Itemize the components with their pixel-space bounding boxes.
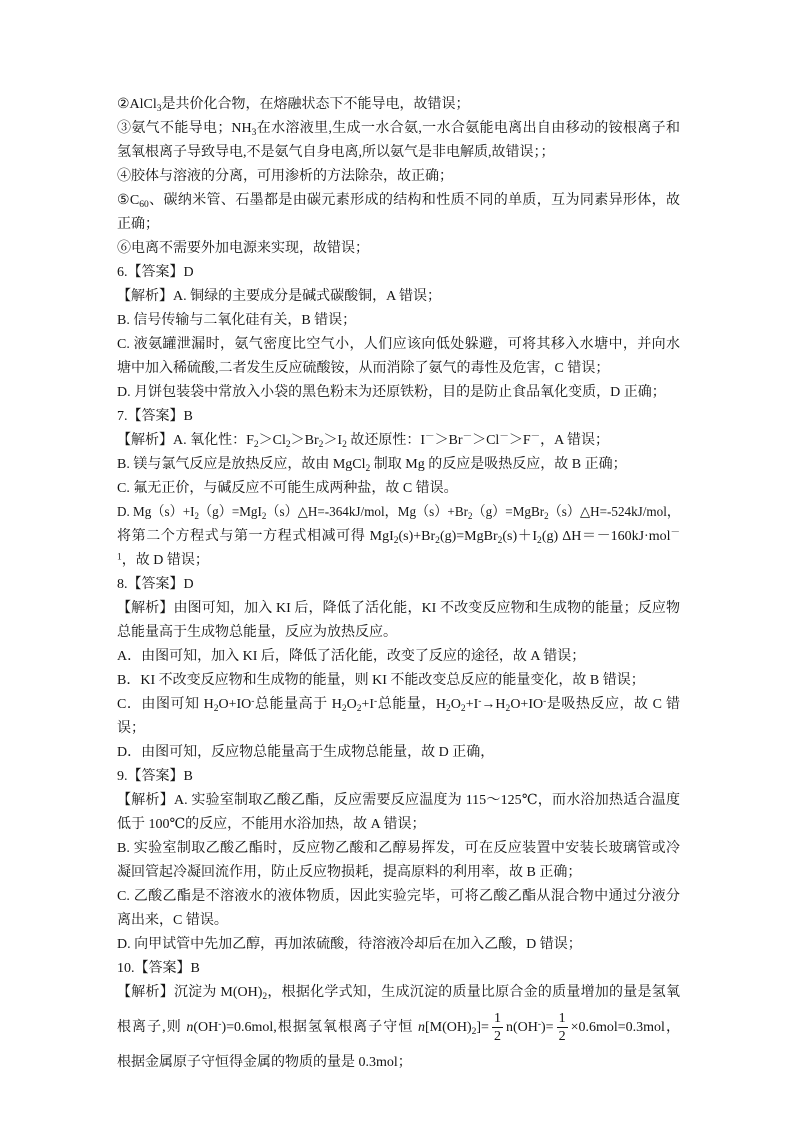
text-line <box>117 789 680 813</box>
text-line <box>117 453 680 477</box>
text-line <box>117 573 680 597</box>
text-line <box>117 861 680 885</box>
text-run: 【解析】由图可知，加入 KI 后，降低了活化能，KI 不改变反应物和生成物的能量；反应物 <box>117 601 680 616</box>
paragraph <box>117 453 680 477</box>
text-line <box>117 429 680 453</box>
text-line <box>117 165 680 189</box>
subscript: 2 <box>342 439 347 450</box>
text-run: ，A 错误； <box>540 433 609 448</box>
paragraph <box>117 837 680 885</box>
text-line <box>117 981 680 1005</box>
text-run: +I <box>361 697 375 712</box>
paragraph <box>117 669 680 693</box>
text-run: )= <box>541 1020 554 1035</box>
superscript: － <box>530 432 541 443</box>
paragraph <box>117 981 680 1075</box>
text-run: （g）=MgBr <box>472 505 545 520</box>
text-line <box>117 405 680 429</box>
text-line <box>117 549 680 573</box>
text-line <box>117 285 680 309</box>
text-run: →H <box>481 697 506 712</box>
subscript: 2 <box>505 703 511 714</box>
text-run: 是共价化合物，在熔融状态下不能导电，故错误； <box>161 97 470 112</box>
text-run: 凝回管起冷凝回流作用，防止反应物损耗，提高原料的利用率，故 B 正确； <box>117 865 582 880</box>
text-line <box>117 813 680 837</box>
text-run: 将第二个方程式与第一方程式相减可得 MgI <box>117 529 394 544</box>
text-run: 7.【答案】B <box>117 409 193 424</box>
text-run: 根据金属原子守恒得金属的物质的量是 0.3mol； <box>117 1055 412 1070</box>
text-run: 、碳纳米管、石墨都是由碳元素形成的结构和性质不同的单质，互为同素异形体，故 <box>148 193 680 208</box>
text-run: D．由图可知，反应物总能量高于生成物总能量，故 D 正确， <box>117 745 495 760</box>
text-run: (s)+Br <box>398 529 436 544</box>
text-line <box>117 741 680 765</box>
text-run: （g）=MgI <box>198 505 262 520</box>
italic-variable: n <box>417 1020 425 1035</box>
text-run: D. Mg（s）+I <box>117 505 195 520</box>
text-line <box>117 621 680 645</box>
text-run: ＞Cl <box>472 433 500 448</box>
text-run: 离出来，C 错误。 <box>117 913 228 928</box>
text-run: )=0.6mol,根据氢氧根离子守恒 <box>221 1020 418 1035</box>
text-line <box>117 141 680 165</box>
fraction-denominator: 2 <box>493 1029 501 1045</box>
text-run: 【解析】A. 铜绿的主要成分是碱式碳酸铜，A 错误； <box>117 289 441 304</box>
subscript: 60 <box>139 199 149 210</box>
subscript: 2 <box>356 703 362 714</box>
text-run: 误； <box>117 721 145 736</box>
superscript: － <box>462 432 473 443</box>
text-line <box>117 117 680 141</box>
text-run: O+IO <box>218 697 252 712</box>
text-line <box>117 717 680 741</box>
text-run: 【解析】A. 实验室制取乙酸乙酯，反应需要反应温度为 115～125℃，而水浴加热适合温度 <box>117 793 680 808</box>
paragraph <box>117 429 680 453</box>
text-run: ＞I <box>323 433 343 448</box>
subscript: 2 <box>471 1026 477 1037</box>
subscript: 2 <box>213 703 219 714</box>
text-run: ×0.6mol=0.3mol， <box>570 1020 680 1035</box>
text-line <box>117 693 680 717</box>
subscript: 2 <box>262 991 268 1002</box>
text-run: （s）△H=-364kJ/mol，Mg（s）+Br <box>266 505 468 520</box>
paragraph <box>117 189 680 237</box>
superscript: - <box>543 696 547 707</box>
paragraph <box>117 741 680 765</box>
text-run: 正确； <box>117 217 159 232</box>
fraction <box>557 1010 568 1045</box>
paragraph <box>117 765 680 789</box>
fraction-numerator: 1 <box>493 1011 501 1027</box>
paragraph <box>117 405 680 429</box>
subscript: 2 <box>253 439 259 450</box>
text-line <box>117 645 680 669</box>
subscript: 2 <box>365 463 371 474</box>
paragraph <box>117 309 680 333</box>
text-run: （s）△H=-524kJ/mol， <box>548 505 680 520</box>
paragraph <box>117 957 680 981</box>
text-run: 总能量高于生成物总能量，反应为放热反应。 <box>117 625 397 640</box>
text-run: O <box>450 697 461 712</box>
text-run: ＞F <box>508 433 531 448</box>
text-run: 氢氧根离子导致导电,不是氨气自身电离,所以氨气是非电解质,故错误；； <box>117 145 555 160</box>
text-line <box>117 381 680 405</box>
text-run: ④胶体与溶液的分离，可用渗析的方法除杂，故正确； <box>117 169 453 184</box>
text-run: ③氨气不能导电；NH <box>117 121 252 136</box>
text-run: 【解析】沉淀为 M(OH) <box>117 985 263 1000</box>
text-run: ②AlCl <box>117 97 157 112</box>
text-line <box>117 93 680 117</box>
text-run: C. 乙酸乙酯是不溶液水的液体物质，因此实验完毕，可将乙酸乙酯从混合物中通过分液分 <box>117 889 680 904</box>
paragraph <box>117 381 680 405</box>
superscript: - <box>251 696 255 707</box>
text-line <box>117 1005 680 1051</box>
text-run: 塘中加入稀硫酸,二者发生反应硫酸铵，从而消除了氨气的毒性及危害，C 错误； <box>117 361 610 376</box>
text-run: 制取 Mg 的反应是吸热反应，故 B 正确； <box>370 457 627 472</box>
subscript: 2 <box>467 511 473 522</box>
text-line <box>117 477 680 501</box>
subscript: 3 <box>251 127 257 138</box>
superscript: 1 <box>117 552 122 563</box>
paragraph <box>117 477 680 501</box>
text-run: C．由图可知 H <box>117 697 214 712</box>
paragraph <box>117 885 680 933</box>
fraction <box>492 1010 503 1045</box>
text-run: B. 信号传输与二氧化硅有关，B 错误； <box>117 313 357 328</box>
text-run: 总能量高于 H <box>254 697 342 712</box>
text-run: 根离子,则 <box>117 1020 187 1035</box>
paragraph <box>117 93 680 117</box>
text-run: A．由图可知，加入 KI 后，降低了活化能，改变了反应的途径，故 A 错误； <box>117 649 586 664</box>
subscript: 2 <box>393 535 399 546</box>
document-body <box>117 93 680 1075</box>
subscript: 2 <box>261 511 267 522</box>
text-line <box>117 261 680 285</box>
superscript: － <box>499 432 509 443</box>
paragraph <box>117 237 680 261</box>
text-run: +I <box>465 697 479 712</box>
text-line <box>117 1051 680 1075</box>
text-line <box>117 213 680 237</box>
text-run: 9.【答案】B <box>117 769 193 784</box>
text-line <box>117 357 680 381</box>
text-run: B. 镁与氯气反应是放热反应，故由 MgCl <box>117 457 366 472</box>
text-run: ＞Cl <box>258 433 286 448</box>
text-line <box>117 525 680 549</box>
subscript: 2 <box>285 439 291 450</box>
paragraph <box>117 117 680 165</box>
text-run: 低于 100℃的反应，不能用水浴加热，故 A 错误； <box>117 817 426 832</box>
text-run: 8.【答案】D <box>117 577 194 592</box>
paragraph <box>117 645 680 669</box>
subscript: 2 <box>318 439 324 450</box>
text-line <box>117 933 680 957</box>
text-run: O+IO <box>510 697 544 712</box>
paragraph <box>117 693 680 741</box>
text-run: 10.【答案】B <box>117 961 200 976</box>
text-run: n(OH <box>505 1020 538 1035</box>
text-line <box>117 669 680 693</box>
text-run: B．KI 不改变反应物和生成物的能量，则 KI 不能改变总反应的能量变化，故 B 错误； <box>117 673 645 688</box>
text-run: (OH <box>193 1020 219 1035</box>
superscript: - <box>537 1019 542 1030</box>
text-line <box>117 501 680 525</box>
text-line <box>117 837 680 861</box>
subscript: 3 <box>156 103 162 114</box>
text-run: C. 氟无正价，与碱反应不可能生成两种盐，故 C 错误。 <box>117 481 458 496</box>
superscript: - <box>478 696 482 707</box>
text-line <box>117 189 680 213</box>
subscript: 2 <box>446 703 451 714</box>
text-run: ⑥电离不需要外加电源来实现，故错误； <box>117 241 369 256</box>
text-run: (g) ΔH＝－160kJ·mol <box>541 529 671 544</box>
paragraph <box>117 573 680 597</box>
text-line <box>117 885 680 909</box>
subscript: 2 <box>497 535 503 546</box>
fraction-denominator: 2 <box>558 1029 566 1045</box>
text-run: 6.【答案】D <box>117 265 194 280</box>
text-line <box>117 957 680 981</box>
superscript: - <box>218 1019 222 1030</box>
text-run: ，故 D 错误； <box>121 553 209 568</box>
text-run: 总能量，H <box>377 697 447 712</box>
superscript: － <box>670 528 681 539</box>
text-run: B. 实验室制取乙酸乙酯时，反应物乙酸和乙醇易挥发，可在反应装置中安装长玻璃管或冷 <box>117 841 680 856</box>
paragraph <box>117 285 680 309</box>
superscript: － <box>425 432 435 443</box>
text-line <box>117 237 680 261</box>
fraction-numerator: 1 <box>558 1011 566 1027</box>
paragraph <box>117 789 680 837</box>
paragraph <box>117 597 680 645</box>
superscript: - <box>374 696 378 707</box>
text-run: ⑤C <box>117 193 140 208</box>
text-run: (g)=MgBr <box>439 529 498 544</box>
text-run: O <box>346 697 357 712</box>
subscript: 2 <box>537 535 542 546</box>
text-run: (s)＋I <box>502 529 538 544</box>
text-run: D. 向甲试管中先加乙醇，再加浓硫酸，待溶液冷却后在加入乙酸，D 错误； <box>117 937 582 952</box>
subscript: 2 <box>341 703 347 714</box>
text-run: 在水溶液里,生成一水合氨,一水合氨能电离出自由移动的铵根离子和 <box>256 121 680 136</box>
text-line <box>117 333 680 357</box>
paragraph <box>117 333 680 381</box>
text-line <box>117 765 680 789</box>
subscript: 2 <box>194 511 199 522</box>
subscript: 2 <box>460 703 466 714</box>
text-line <box>117 309 680 333</box>
text-run: 是吸热反应，故 C 错 <box>546 697 680 712</box>
paragraph <box>117 933 680 957</box>
text-run: ]= <box>476 1020 489 1035</box>
italic-variable: n <box>186 1020 194 1035</box>
subscript: 2 <box>544 511 549 522</box>
paragraph <box>117 165 680 189</box>
text-run: C. 液氨罐泄漏时，氨气密度比空气小，人们应该向低处躲避，可将其移入水塘中，并向水 <box>117 337 680 352</box>
text-line <box>117 597 680 621</box>
text-run: [M(OH) <box>424 1020 472 1035</box>
text-run: 【解析】A. 氧化性：F <box>117 433 254 448</box>
text-run: ＞Br <box>434 433 463 448</box>
paragraph <box>117 501 680 573</box>
text-run: D. 月饼包装袋中常放入小袋的黑色粉末为还原铁粉，目的是防止食品氧化变质，D 正确； <box>117 385 666 400</box>
paragraph <box>117 261 680 285</box>
text-run: 故还原性：I <box>346 433 426 448</box>
text-run: ，根据化学式知，生成沉淀的质量比原合金的质量增加的量是氢氧 <box>267 985 681 1000</box>
text-run: ＞Br <box>290 433 319 448</box>
subscript: 2 <box>435 535 440 546</box>
text-line <box>117 909 680 933</box>
